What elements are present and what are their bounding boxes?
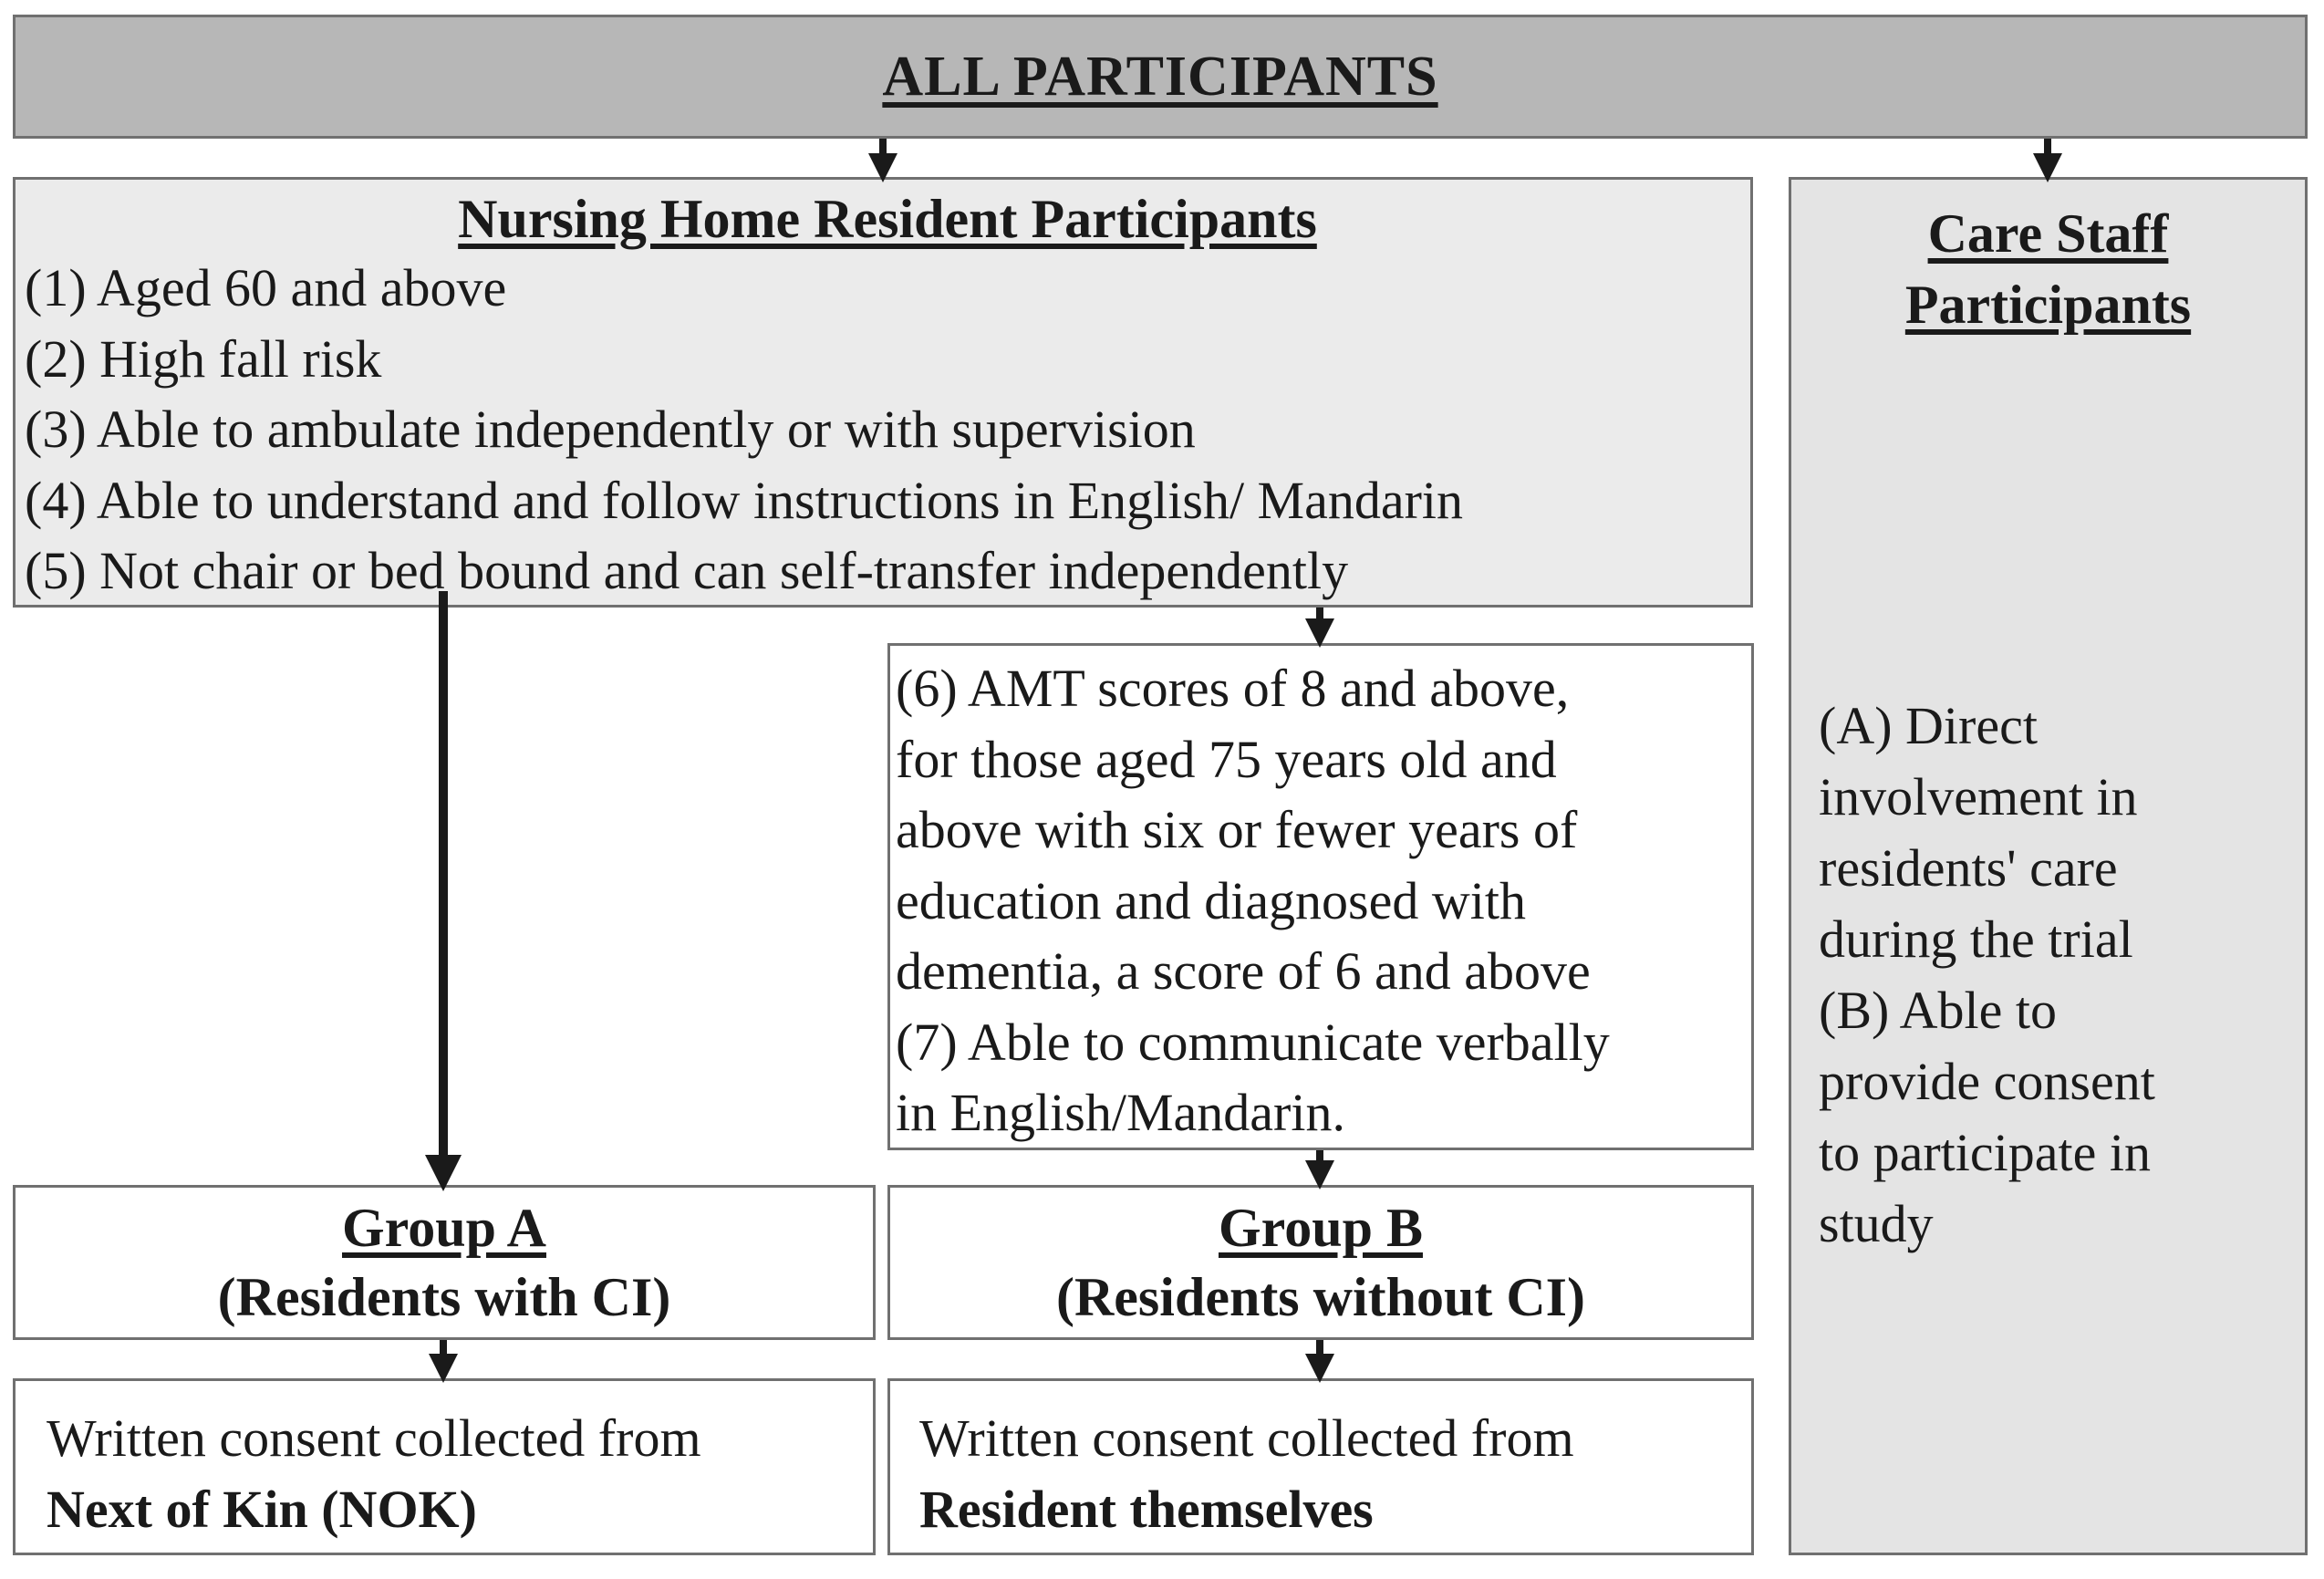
group-a-consent-source: Next of Kin (NOK) [47, 1480, 477, 1539]
group-b-consent-text: Written consent collected from [919, 1408, 1574, 1468]
group-a-description: (Residents with CI) [217, 1267, 671, 1327]
care-staff-title-line: Participants [1904, 275, 2192, 335]
criterion-5: (5) Not chair or bed bound and can self-transfer independently [25, 541, 1349, 600]
care-staff-criteria-line: (B) Able to [1819, 981, 2057, 1040]
additional-criteria-line: (7) Able to communicate verbally [896, 1012, 1610, 1072]
additional-criteria-line: above with six or fewer years of [896, 800, 1578, 859]
care-staff-criteria-line: residents' care [1819, 838, 2118, 898]
care-staff-criteria-line: provide consent [1819, 1052, 2155, 1111]
group-b-consent-source: Resident themselves [919, 1480, 1374, 1539]
criterion-2: (2) High fall risk [25, 328, 382, 389]
additional-criteria-line: in English/Mandarin. [896, 1083, 1345, 1142]
group-a-name: Group A [342, 1198, 546, 1258]
additional-criteria-line: education and diagnosed with [896, 870, 1526, 930]
care-staff-criteria-line: to participate in [1819, 1123, 2151, 1182]
group-a-consent-text: Written consent collected from [47, 1408, 701, 1468]
additional-criteria-line: (6) AMT scores of 8 and above, [896, 659, 1570, 718]
care-staff-criteria-line: study [1819, 1194, 1934, 1253]
criterion-3: (3) Able to ambulate independently or with supervision [25, 400, 1196, 459]
care-staff-title-line: Care Staff [1927, 203, 2169, 264]
additional-criteria-line: for those aged 75 years old and [896, 729, 1557, 789]
nursing-home-residents-title: Nursing Home Resident Participants [458, 189, 1317, 249]
criterion-1: (1) Aged 60 and above [25, 258, 507, 317]
criterion-4: (4) Able to understand and follow instructions in English/ Mandarin [25, 470, 1464, 530]
all-participants-title: ALL PARTICIPANTS [882, 45, 1438, 108]
care-staff-criteria-line: during the trial [1819, 909, 2133, 969]
care-staff-criteria-line: involvement in [1819, 767, 2138, 826]
additional-criteria-line: dementia, a score of 6 and above [896, 941, 1591, 1001]
group-b-description: (Residents without CI) [1055, 1267, 1586, 1327]
care-staff-criteria-line: (A) Direct [1819, 696, 2038, 755]
group-b-name: Group B [1219, 1198, 1423, 1258]
